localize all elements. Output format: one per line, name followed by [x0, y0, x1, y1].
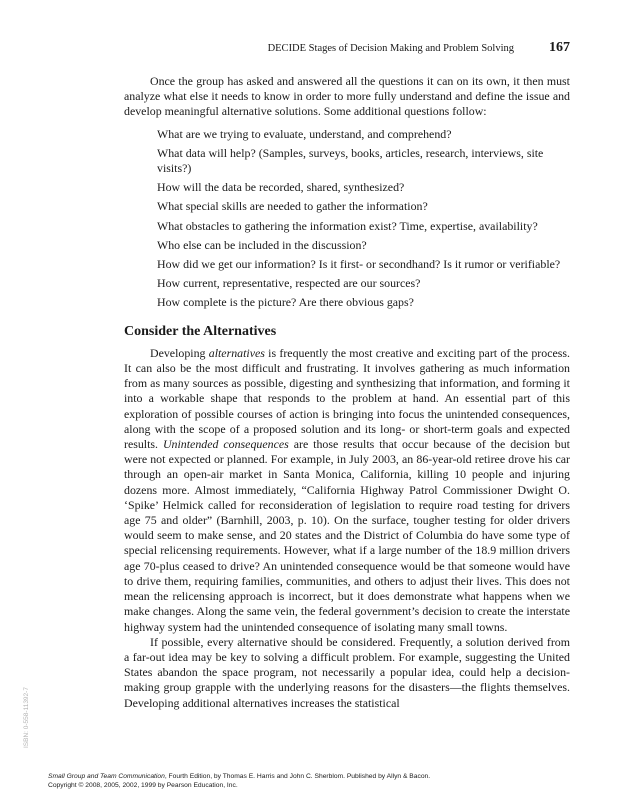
list-item: What data will help? (Samples, surveys, books, articles, research, interviews, site visits?) [157, 145, 544, 176]
list-item: How did we get our information? Is it first- or secondhand? Is it rumor or verifiable? [157, 257, 561, 272]
intro-paragraph: Once the group has asked and answered all the questions it can on its own, it then must analyze what else it needs to know in order to more fully understand and define the issue and develop meaningful alternative solutions. Some additional questions follow: [124, 74, 570, 119]
alternatives-paragraph [124, 346, 570, 635]
copyright-footer [48, 773, 588, 790]
footer-line-1 [48, 773, 588, 782]
page-body [124, 74, 570, 711]
term-unintended-consequences: Unintended consequences [162, 437, 289, 452]
footer-book-title: Small Group and Team Communication [48, 773, 165, 780]
page-header [124, 40, 570, 58]
alternatives-text-1: Developing [150, 345, 209, 360]
list-item: How complete is the picture? Are there obvious gaps? [157, 295, 414, 310]
isbn-sidebar-text: ISBN: 0-558-11392-7 [23, 687, 30, 748]
list-item: What are we trying to evaluate, understand, and comprehend? [157, 126, 452, 141]
final-paragraph: If possible, every alternative should be considered. Frequently, a solution derived from a far-out idea may be key to solving a difficult problem. For example, suggesting the United States abandon the space program, not necessarily a popular idea, could help a decision-making group grapple with the underlying reasons for the disasters—the flights themselves. Developing additional alternatives increases the statistical [124, 634, 570, 710]
list-item: What obstacles to gathering the information exist? Time, expertise, availability? [157, 218, 538, 233]
footer-book-credits: , Fourth Edition, by Thomas E. Harris and John C. Sherblom. Published by Allyn & Bacon. [164, 773, 431, 780]
list-item: Who else can be included in the discussion? [157, 237, 367, 252]
list-item: What special skills are needed to gather the information? [157, 199, 428, 214]
page-number: 167 [549, 40, 570, 55]
section-heading: Consider the Alternatives [124, 323, 277, 339]
list-item: How current, representative, respected are our sources? [157, 276, 421, 291]
alternatives-text-3: are those results that occur because of the decision but were not expected or planned. For example, in July 2003, an 86-year-old retiree drove his car through an open-air market in Santa Monica, California, killing 10 people and injuring dozens more. Almost immediately, “California Highway Patrol Commissioner Dwight O. ‘Spike’ Helmick called for reconsideration of legislation to require road testing for drivers age 75 and older” (Barnhill, 2003, p. 10). On the surface, tougher testing for older drivers would seem to make sense, and 20 states and the District of Columbia do have some type of special relicensing requirements. However, what if a large number of the 18.9 million drivers age 70-plus ceased to drive? An unintended consequence would be that someone would have to drive them, requiring families, communities, and others to adjust their lives. This does not mean the relicensing approach is incorrect, but it does demonstrate what happens when we make changes. Along the same vein, the federal government’s decision to create the interstate highway system had the unintended consequence of isolating many small towns. [124, 437, 570, 634]
term-alternatives: alternatives [208, 345, 265, 360]
running-title: DECIDE Stages of Decision Making and Problem Solving [267, 43, 514, 54]
list-item: How will the data be recorded, shared, synthesized? [157, 180, 405, 195]
alternatives-text-2: is frequently the most creative and exciting part of the process. It can also be the most difficult and frustrating. It involves gathering as much information from as many sources as possible, digesting and synthesizing that information, and forming it into a workable shape that responds to the problem at hand. An essential part of this exploration of possible courses of action is bringing into focus the unintended consequences, along with the scope of a proposed solution and its long- or short-term goals and expected results. [124, 345, 570, 452]
footer-line-2: Copyright © 2008, 2005, 2002, 1999 by Pearson Education, Inc. [48, 781, 238, 789]
question-list [124, 127, 570, 311]
